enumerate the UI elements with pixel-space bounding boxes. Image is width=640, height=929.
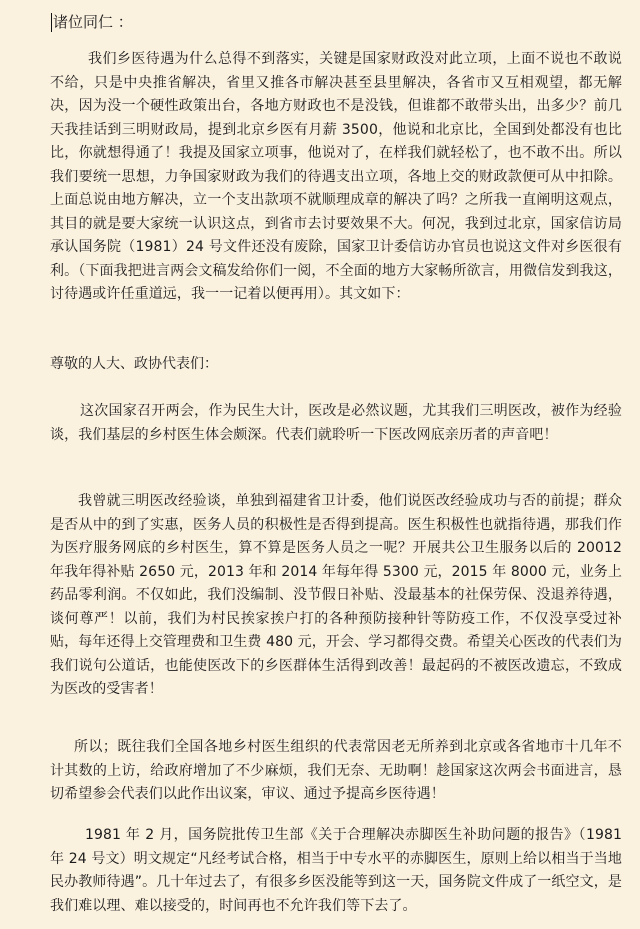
paragraph-situation: 我曾就三明医改经验谈，单独到福建省卫计委，他们说医改经验成功与否的前提；群众是否从中的到了实惠，医务人员的积极性是否得到提高。医生积极性也就指待遇，那我们作为医疗服务网底的乡村医生，算不算是医务人员之一呢？开展共公卫生服务以后的 20012 年我年得补贴 2650 元，2013 年和 2014 年每年得 5300 元，2015 年 8000 元，业务上药品零利润。不仅如此，我们没编制、没节假日补贴、没最基本的社保劳保、没退养待遇，谈何尊严！以前，我们为村民挨家挨户打的各种预防接种针等防疫工作，不仅没享受过补贴，每年还得上交管理费和卫生费 480 元，开会、学习都得交费。希望关心医改的代表们为我们说句公道话，也能使医改下的乡医群体生活得到改善！最起码的不被医改遗忘，不致成为医改的受害者！ [50, 493, 622, 697]
text-cursor [51, 13, 52, 32]
salutation-line: 尊敬的人大、政协代表们： [50, 356, 218, 372]
paragraph-context: 这次国家召开两会，作为民生大计，医改是必然议题，尤其我们三明医改，被作为经验谈，我们基层的乡村医生体会颇深。代表们就聆听一下医改网底亲历者的声音吧！ [50, 403, 622, 443]
paragraph-policy: 1981 年 2 月，国务院批传卫生部《关于合理解决赤脚医生补助问题的报告》（1981 年 24 号文）明文规定“凡经考试合格，相当于中专水平的赤脚医生，原则上给以相当于当地民办教师待遇”。几十年过去了，有很多乡医没能等到这一天，国务院文件成了一纸空文，是我们难以理、难以接受的，时间再也不允许我们等下去了。 [50, 827, 622, 914]
paragraph-appeal: 所以；既往我们全国各地乡村医生组织的代表常因老无所养到北京或各省地市十几年不计其数的上访，给政府增加了不少麻烦，我们无奈、无助啊！趁国家这次两会书面进言，恳切希望参会代表们以此作出议案，审议、通过予提高乡医待遇！ [50, 739, 622, 802]
paragraph-intro: 我们乡医待遇为什么总得不到落实，关键是国家财政没对此立项，上面不说也不敢说不给，只是中央推省解决，省里又推各市解决甚至县里解决，各省市又互相观望，都无解决，因为没一个硬性政策出台，各地方财政也不是没钱，但谁都不敢带头出，出多少？前几天我挂话到三明财政局，提到北京乡医有月薪 3500，他说和北京比，全国到处都没有也比比，你就想得通了！我提及国家立项事，他说对了，在样我们就轻松了，也不敢不出。所以我们要统一思想，力争国家财政为我们的待遇支出立项，各地上交的财政款便可从中扣除。上面总说由地方解决，立一个支出款项不就顺理成章的解决了吗？之所我一直阐明这观点，其目的就是要大家统一认识这点，到省市去讨要效果不大。何况，我到过北京，国家信访局承认国务院（1981）24 号文件还没有废除，国家卫计委信访办官员也说这文件对乡医很有利。（下面我把进言两会文稿发给你们一阅，不全面的地方大家畅所欲言，用微信发到我这，讨待遇或许任重道远，我一一记着以便再用）。其文如下： [50, 51, 622, 302]
greeting-line: 诸位同仁 ： [53, 13, 133, 31]
